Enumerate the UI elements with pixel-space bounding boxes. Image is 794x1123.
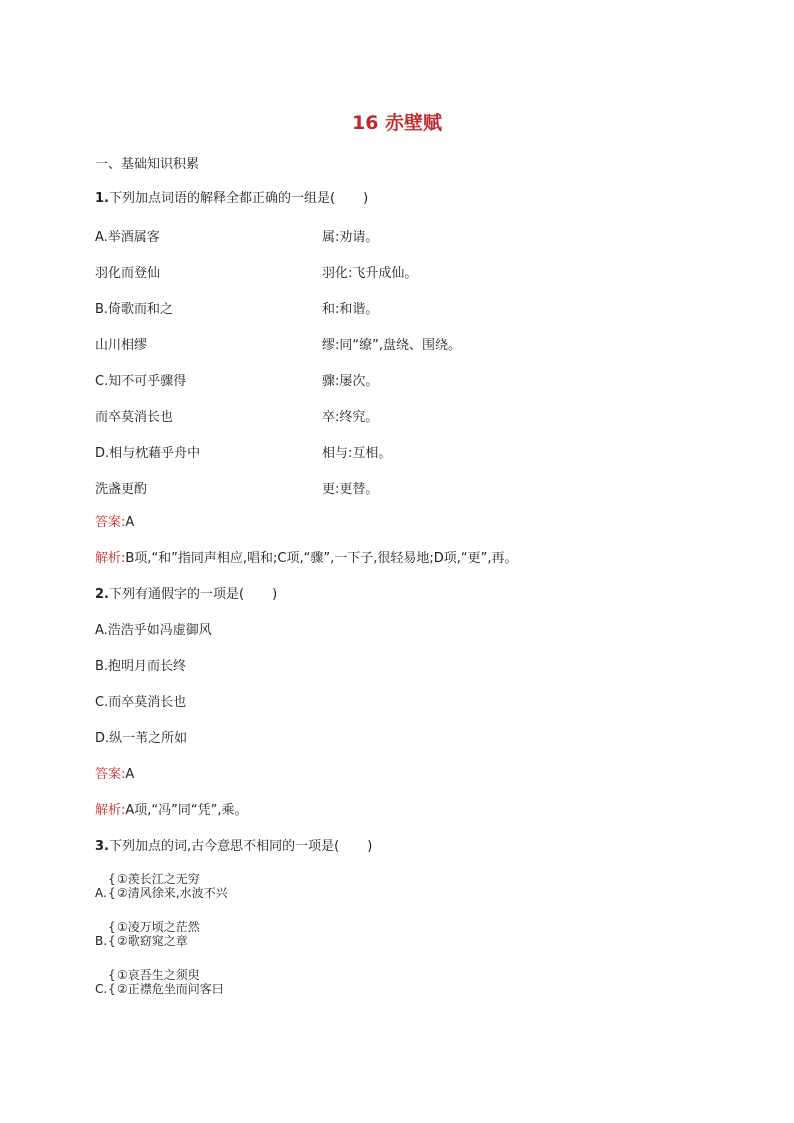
option-line: ①羡长江之无穷 [117,872,200,886]
question-number: 3. [95,839,109,854]
q2-option: A.浩浩乎如冯虚御风 [95,623,212,638]
section-heading: 一、基础知识积累 [95,157,200,172]
question-3-stem [95,838,372,856]
q1-option-right: 卒:终究。 [322,410,379,425]
q1-analysis [95,550,518,568]
q1-option-left: C.知不可乎骤得 [95,374,187,389]
analysis-text: A项,“冯”同“凭”,乘。 [125,803,248,818]
question-close: ) [367,839,373,854]
q3-option-b [95,920,295,950]
question-number: 1. [95,191,109,206]
q1-option-left: 山川相缪 [95,338,148,353]
brace-icon: { { [108,920,116,948]
q3-option-a [95,872,295,902]
option-line: ②歌窈窕之章 [117,934,188,948]
option-line: ②清风徐来,水波不兴 [117,886,228,900]
option-letter: C. [95,982,108,996]
question-text: 下列有通假字的一项是( [108,587,245,602]
q2-option: B.抱明月而长终 [95,659,187,674]
q1-option-right: 属:劝请。 [322,230,379,245]
q2-option: D.纵一苇之所如 [95,731,188,746]
q1-option-right: 缪:同“缭”,盘绕、围绕。 [322,338,461,353]
q1-option-left: B.倚歌而和之 [95,302,174,317]
question-close: ) [272,587,278,602]
answer-label: 答案: [95,767,126,782]
question-text: 下列加点词语的解释全都正确的一组是( [108,191,336,206]
q1-option-left: 洗盏更酌 [95,482,148,497]
brace-icon: { { [108,872,116,900]
q1-option-left: D.相与枕藉乎舟中 [95,446,201,461]
option-letter: A. [95,886,107,900]
option-letter: B. [95,934,108,948]
q2-option: C.而卒莫消长也 [95,695,187,710]
q2-answer [95,766,134,784]
question-text: 下列加点的词,古今意思不相同的一项是( [108,839,340,854]
q3-option-c [95,968,295,998]
analysis-label: 解析: [95,803,126,818]
option-line: ②正襟危坐而问客曰 [117,982,224,996]
option-line: ①凌万顷之茫然 [117,920,200,934]
q1-option-left: 羽化而登仙 [95,266,161,281]
q1-answer [95,514,134,532]
q1-option-right: 相与:互相。 [322,446,392,461]
brace-icon: { { [108,968,116,996]
q1-option-right: 骤:屡次。 [322,374,379,389]
q1-option-right: 羽化:飞升成仙。 [322,266,418,281]
option-line: ①哀吾生之须臾 [117,968,200,982]
answer-value: A [125,767,135,782]
analysis-text: B项,“和”指同声相应,唱和;C项,“骤”,一下子,很轻易地;D项,“更”,再。 [125,551,518,566]
q1-option-right: 更:更替。 [322,482,379,497]
q1-option-left: 而卒莫消长也 [95,410,174,425]
q2-analysis [95,802,248,820]
question-close: ) [363,191,369,206]
q1-option-left: A.举酒属客 [95,230,160,245]
question-number: 2. [95,587,109,602]
page-title: 16 赤壁赋 [351,112,443,134]
answer-label: 答案: [95,515,126,530]
question-2-stem [95,586,277,604]
question-1-stem [95,190,368,208]
q1-option-right: 和:和谐。 [322,302,379,317]
analysis-label: 解析: [95,551,126,566]
answer-value: A [125,515,135,530]
